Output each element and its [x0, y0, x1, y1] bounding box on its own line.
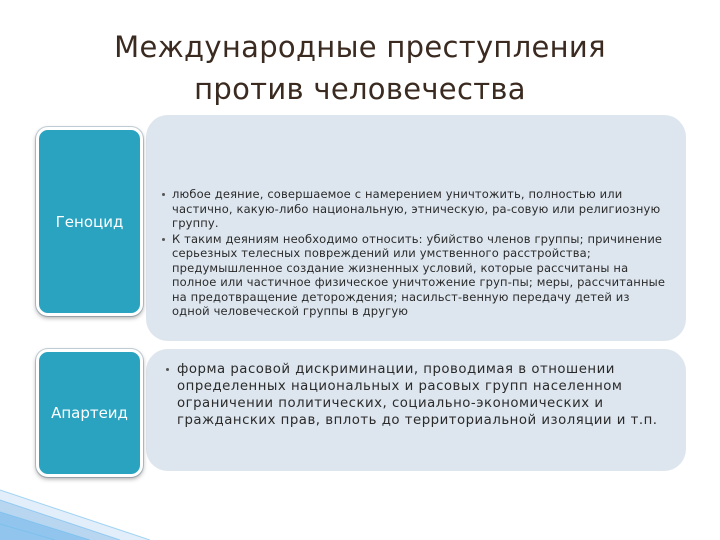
list-item: К таким деяниям необходимо относить: убийство членов группы; причинение серьезных телесных повреждений или умственного расстройства; предумышленное создание жизненных условий, которые рассчитаны на полное или частичное физическое уничтожение груп-пы; меры, рассчитанные на предотвращение деторождения; насильст-венную передачу детей из одной человеческой группы в другую: [160, 232, 670, 319]
slide-title: [0, 26, 720, 110]
corner-stripes-decoration: [0, 450, 150, 540]
list-item: форма расовой дискриминации, проводимая в отношении определенных национальных и расовых групп населенном ограничении политических, социально-экономических и гражданских прав, вплоть до территориальной изоляции и т.п.: [164, 361, 664, 429]
genocide-bullet-list: [160, 187, 670, 319]
list-item: любое деяние, совершаемое с намерением уничтожить, полностью или частично, какую-либо национальную, этническую, ра-совую или религиозную группу.: [160, 187, 670, 231]
slide-title-line-1: Международные преступления: [114, 30, 606, 64]
slide-title-line-2: против человечества: [194, 72, 526, 106]
term-apartheid-label: Апартеид: [51, 404, 128, 422]
apartheid-bullet-list: [164, 361, 664, 429]
term-genocide: [36, 127, 143, 316]
term-genocide-label: Геноцид: [55, 212, 124, 231]
